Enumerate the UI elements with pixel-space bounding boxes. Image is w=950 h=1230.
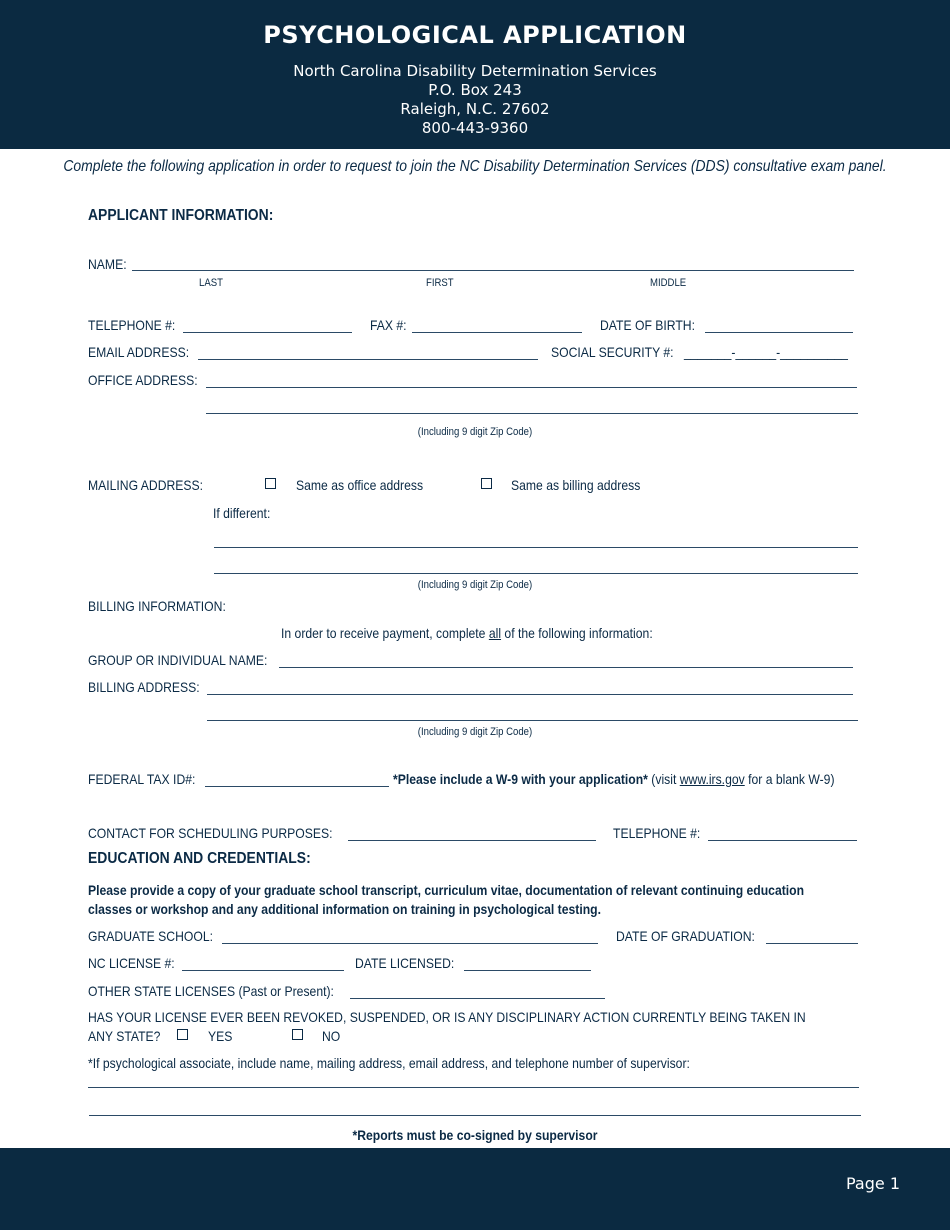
name-last-caption: LAST — [199, 277, 223, 289]
contact-input[interactable] — [348, 840, 596, 841]
name-middle-caption: MIDDLE — [650, 277, 687, 289]
nc-license-input[interactable] — [182, 970, 344, 971]
revoked-question-line1: HAS YOUR LICENSE EVER BEEN REVOKED, SUSPENDED, OR IS ANY DISCIPLINARY ACTION CURRENTLY BEING TAKEN IN — [88, 1009, 806, 1025]
page-number: Page 1 — [846, 1174, 900, 1193]
w9-note — [393, 771, 835, 788]
nc-license-label: NC LICENSE #: — [88, 955, 175, 971]
name-first-caption: FIRST — [426, 277, 454, 289]
email-input[interactable] — [198, 359, 538, 360]
same-as-office-label: Same as office address — [296, 477, 424, 493]
date-licensed-label: DATE LICENSED: — [355, 955, 455, 971]
header-banner — [0, 0, 950, 149]
other-licenses-label: OTHER STATE LICENSES (Past or Present): — [88, 983, 334, 999]
revoked-question-line2: ANY STATE? — [88, 1028, 161, 1044]
supervisor-input-2[interactable] — [89, 1115, 861, 1116]
email-label: EMAIL ADDRESS: — [88, 344, 190, 360]
telephone-label: TELEPHONE #: — [88, 317, 176, 333]
revoked-no-checkbox[interactable] — [292, 1029, 303, 1040]
office-address-input-1[interactable] — [206, 387, 857, 388]
same-as-billing-label: Same as billing address — [511, 477, 641, 493]
group-name-input[interactable] — [279, 667, 853, 668]
grad-school-input[interactable] — [222, 943, 598, 944]
associate-note: *If psychological associate, include name, mailing address, email address, and telephone number of supervisor: — [88, 1055, 690, 1071]
grad-date-label: DATE OF GRADUATION: — [616, 928, 755, 944]
irs-link[interactable]: www.irs.gov — [679, 771, 745, 787]
agency-po-box: P.O. Box 243 — [428, 81, 522, 99]
mailing-address-label: MAILING ADDRESS: — [88, 477, 204, 493]
contact-telephone-input[interactable] — [708, 840, 857, 841]
billing-address-input-2[interactable] — [207, 720, 858, 721]
revoked-yes-label: YES — [208, 1028, 233, 1044]
billing-address-label: BILLING ADDRESS: — [88, 679, 200, 695]
name-label: NAME: — [88, 256, 127, 272]
form-title: PSYCHOLOGICAL APPLICATION — [263, 21, 687, 49]
billing-address-input-1[interactable] — [207, 694, 853, 695]
agency-name: North Carolina Disability Determination Services — [293, 62, 657, 80]
intro-text: Complete the following application in order to request to join the NC Disability Determination Services (DDS) consultative exam panel. — [63, 158, 887, 175]
tax-id-input[interactable] — [205, 786, 389, 787]
revoked-yes-checkbox[interactable] — [177, 1029, 188, 1040]
w9-note-bold: *Please include a W-9 with your application* — [393, 771, 648, 787]
telephone-input[interactable] — [183, 332, 352, 333]
billing-note-post: of the following information: — [501, 625, 653, 641]
footer-banner — [0, 1148, 950, 1230]
contact-label: CONTACT FOR SCHEDULING PURPOSES: — [88, 825, 333, 841]
contact-telephone-label: TELEPHONE #: — [613, 825, 701, 841]
same-as-billing-checkbox[interactable] — [481, 478, 492, 489]
revoked-no-label: NO — [322, 1028, 341, 1044]
office-address-label: OFFICE ADDRESS: — [88, 372, 198, 388]
grad-school-label: GRADUATE SCHOOL: — [88, 928, 213, 944]
name-input[interactable] — [132, 270, 854, 271]
billing-note-all: all — [488, 625, 502, 641]
applicant-heading: APPLICANT INFORMATION: — [88, 207, 274, 224]
mailing-address-input-1[interactable] — [214, 547, 858, 548]
billing-note — [281, 625, 653, 642]
ssn-label: SOCIAL SECURITY #: — [551, 344, 674, 360]
mailing-zip-note: (Including 9 digit Zip Code) — [417, 579, 533, 591]
date-licensed-input[interactable] — [464, 970, 591, 971]
ssn-input[interactable]: _______-______-__________ — [684, 344, 848, 360]
other-licenses-input[interactable] — [350, 998, 605, 999]
agency-phone: 800-443-9360 — [421, 119, 529, 137]
cosign-note: *Reports must be co-signed by supervisor — [352, 1127, 598, 1143]
w9-visit-pre: (visit — [647, 771, 680, 787]
fax-label: FAX #: — [370, 317, 407, 333]
education-heading: EDUCATION AND CREDENTIALS: — [88, 850, 311, 867]
mailing-address-input-2[interactable] — [214, 573, 858, 574]
agency-city: Raleigh, N.C. 27602 — [400, 100, 550, 118]
group-name-label: GROUP OR INDIVIDUAL NAME: — [88, 652, 268, 668]
office-address-input-2[interactable] — [206, 413, 858, 414]
education-note-line2: classes or workshop and any additional information on training in psychological testing. — [88, 901, 601, 917]
supervisor-input-1[interactable] — [88, 1087, 859, 1088]
w9-visit-post: for a blank W-9) — [744, 771, 835, 787]
if-different-label: If different: — [213, 505, 271, 521]
education-note-line1: Please provide a copy of your graduate school transcript, curriculum vitae, documentation of relevant continuing education — [88, 882, 805, 898]
same-as-office-checkbox[interactable] — [265, 478, 276, 489]
billing-zip-note: (Including 9 digit Zip Code) — [417, 726, 533, 738]
fax-input[interactable] — [412, 332, 582, 333]
dob-input[interactable] — [705, 332, 853, 333]
grad-date-input[interactable] — [766, 943, 858, 944]
office-zip-note: (Including 9 digit Zip Code) — [417, 426, 533, 438]
dob-label: DATE OF BIRTH: — [600, 317, 695, 333]
billing-heading: BILLING INFORMATION: — [88, 598, 226, 614]
billing-note-pre: In order to receive payment, complete — [281, 625, 489, 641]
tax-id-label: FEDERAL TAX ID#: — [88, 771, 196, 787]
